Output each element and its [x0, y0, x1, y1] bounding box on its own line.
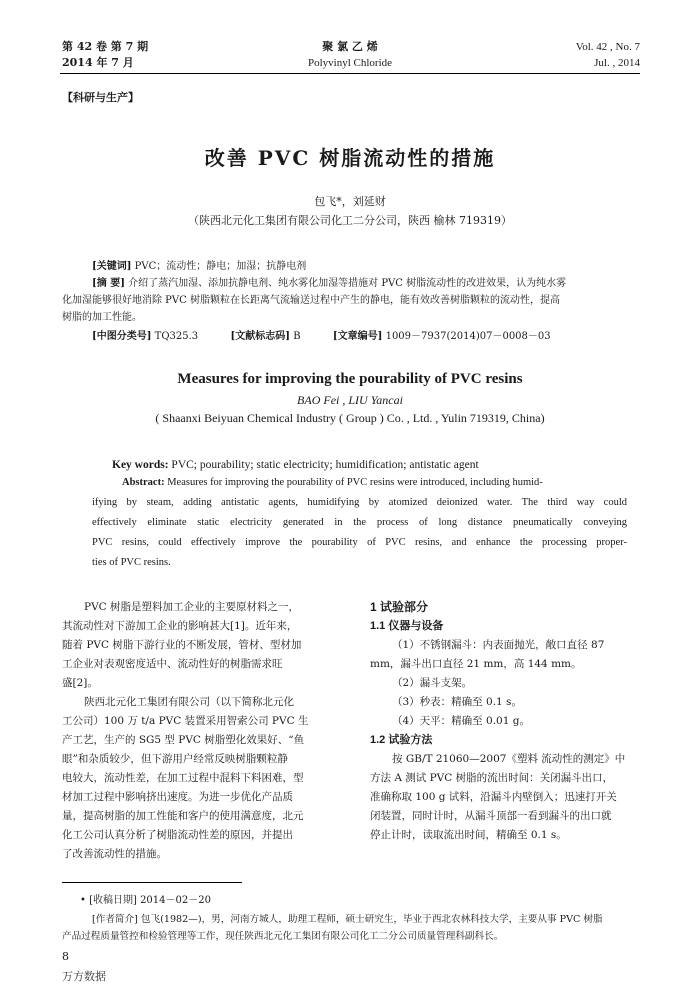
- body-line: 工公司）100 万 t/a PVC 装置采用智索公司 PVC 生: [62, 715, 309, 727]
- abstract-en-line2: ifying by steam, adding antistatic agents, humidifying by atomized deionized water. The third way could: [92, 497, 627, 508]
- section-heading: 1 试验部分: [370, 600, 429, 614]
- body-line: 工企业对表观密度适中、流动性好的树脂需求旺: [62, 658, 283, 670]
- keywords-cn-label: [关键词]: [92, 261, 132, 272]
- keywords-en-text: PVC; pourability; static electricity; humidification; antistatic agent: [171, 459, 479, 471]
- body-line: 其流动性对下游加工企业的影响甚大[1]。近年来，: [62, 620, 298, 632]
- article-number-value: 1009－7937(2014)07－0008－03: [385, 331, 551, 342]
- received-date: [80, 893, 211, 908]
- body-line: 停止计时，读取流出时间，精确至 0.1 s。: [370, 829, 567, 841]
- body-line: 了改善流动性的措施。: [62, 848, 167, 860]
- abstract-en-line5: ties of PVC resins.: [92, 557, 171, 568]
- header-date-en: Jul. , 2014: [594, 57, 640, 69]
- watermark: 万方数据: [62, 970, 106, 983]
- header-volume-cn: 第 42 卷 第 7 期: [62, 40, 149, 53]
- keywords-cn: [92, 259, 652, 274]
- body-line: 量，提高树脂的加工性能和客户的使用满意度，北元: [62, 810, 304, 822]
- header-rule: [60, 73, 640, 74]
- section-tag: 【科研与生产】: [62, 91, 139, 104]
- body-line: 眼”和杂质较少，但下游用户经常反映树脂颗粒静: [62, 753, 288, 765]
- clc-value: TQ325.3: [154, 331, 199, 342]
- body-line: 陕西北元化工集团有限公司（以下简称北元化: [84, 696, 294, 708]
- doc-code-label: [文献标志码]: [230, 331, 290, 342]
- affiliation-cn: （陕西北元化工集团有限公司化工二分公司，陕西 榆林 719319）: [188, 214, 512, 227]
- abstract-cn-line1: [92, 276, 652, 291]
- abstract-cn-line2: 化加湿能够很好地消除 PVC 树脂颗粒在长距离气流输送过程中产生的静电，能有效改善树脂颗粒的流动性，提高: [62, 295, 560, 306]
- page-number: 8: [62, 950, 69, 963]
- body-line: （4）天平：精确至 0.01 g。: [392, 715, 530, 727]
- classification-row: [92, 329, 652, 344]
- body-line: 产工艺，生产的 SG5 型 PVC 树脂塑化效果好、“鱼: [62, 734, 305, 746]
- body-line: mm，漏斗出口直径 21 mm，高 144 mm。: [370, 658, 582, 670]
- body-line: 方法 A 测试 PVC 树脂的流出时间：关闭漏斗出口，: [370, 772, 614, 784]
- abstract-en-label: Abstract:: [122, 477, 165, 488]
- body-line: 化工公司认真分析了树脂流动性差的原因，并提出: [62, 829, 293, 841]
- received-date-text: [收稿日期] 2014－02－20: [89, 895, 211, 906]
- abstract-cn-label: [摘 要]: [92, 278, 125, 289]
- body-line: 准确称取 100 g 试料，沿漏斗内壁倒入；迅速打开关: [370, 791, 617, 803]
- page-title-en: Measures for improving the pourability of PVC resins: [177, 371, 523, 387]
- page-title-cn: 改善 PVC 树脂流动性的措施: [204, 146, 496, 170]
- keywords-cn-text: PVC；流动性；静电；加湿；抗静电剂: [134, 261, 307, 272]
- body-line: （3）秒表：精确至 0.1 s。: [392, 696, 522, 708]
- bullet-icon: •: [80, 895, 86, 906]
- author-bio-line2: 产品过程质量管控和检验管理等工作，现任陕西北元化工集团有限公司化工二分公司质量管理科副科长。: [62, 931, 504, 942]
- right-column: [370, 598, 650, 845]
- body-line: 电较大，流动性差，在加工过程中混料下料困难，型: [62, 772, 304, 784]
- abstract-en-line1: [122, 477, 543, 488]
- clc-label: [中图分类号]: [92, 331, 152, 342]
- author-bio-line1: [作者简介] 包飞(1982—)，男，河南方城人，助理工程师，硕士研究生，毕业于西北农林科技大学，主要从事 PVC 树脂: [92, 914, 603, 925]
- header-volume-en: Vol. 42 , No. 7: [575, 41, 640, 53]
- abstract-en-text1: Measures for improving the pourability of PVC resins were introduced, including humid-: [167, 477, 543, 488]
- authors-cn: 包飞*，刘延财: [314, 195, 386, 208]
- body-line: 盛[2]。: [62, 677, 98, 689]
- abstract-en-line3: effectively eliminate static electricity generated in the process of long distance pneumatically conveying: [92, 517, 627, 528]
- header-date-cn: 2014 年 7 月: [62, 56, 134, 69]
- body-line: 按 GB/T 21060—2007《塑料 流动性的测定》中: [392, 753, 626, 765]
- abstract-cn-line3: 树脂的加工性能。: [62, 312, 142, 323]
- authors-en: BAO Fei , LIU Yancai: [297, 393, 403, 407]
- abstract-en-line4: PVC resins, could effectively improve the pourability of PVC resins, and enhance the processing proper-: [92, 537, 627, 548]
- article-number-label: [文章编号]: [332, 331, 383, 342]
- keywords-en-label: Key words:: [112, 459, 169, 471]
- body-line: 闭装置，同时计时，从漏斗顶部一看到漏斗的出口就: [370, 810, 612, 822]
- journal-name-cn: 聚 氯 乙 烯: [322, 40, 378, 53]
- body-line: PVC 树脂是塑料加工企业的主要原材料之一，: [84, 601, 300, 613]
- keywords-en: [112, 459, 479, 471]
- body-line: （1）不锈钢漏斗：内表面抛光，敞口直径 87: [392, 639, 605, 651]
- body-line: 随着 PVC 树脂下游行业的不断发展，管材、型材加: [62, 639, 302, 651]
- doc-code-value: B: [293, 331, 301, 342]
- left-column: [62, 598, 350, 864]
- journal-name-en: Polyvinyl Chloride: [307, 57, 393, 69]
- affiliation-en: ( Shaanxi Beiyuan Chemical Industry ( Group ) Co. , Ltd. , Yulin 719319, China): [155, 411, 545, 425]
- subsection-heading: 1.1 仪器与设备: [370, 620, 444, 632]
- subsection-heading: 1.2 试验方法: [370, 734, 433, 746]
- body-line: （2）漏斗支架。: [392, 677, 473, 689]
- footnote-rule: [62, 882, 242, 883]
- abstract-cn-text1: 介绍了蒸汽加湿、添加抗静电剂、纯水雾化加湿等措施对 PVC 树脂流动性的改进效果，认为纯水雾: [128, 278, 567, 289]
- body-line: 材加工过程中影响挤出速度。为进一步优化产品质: [62, 791, 293, 803]
